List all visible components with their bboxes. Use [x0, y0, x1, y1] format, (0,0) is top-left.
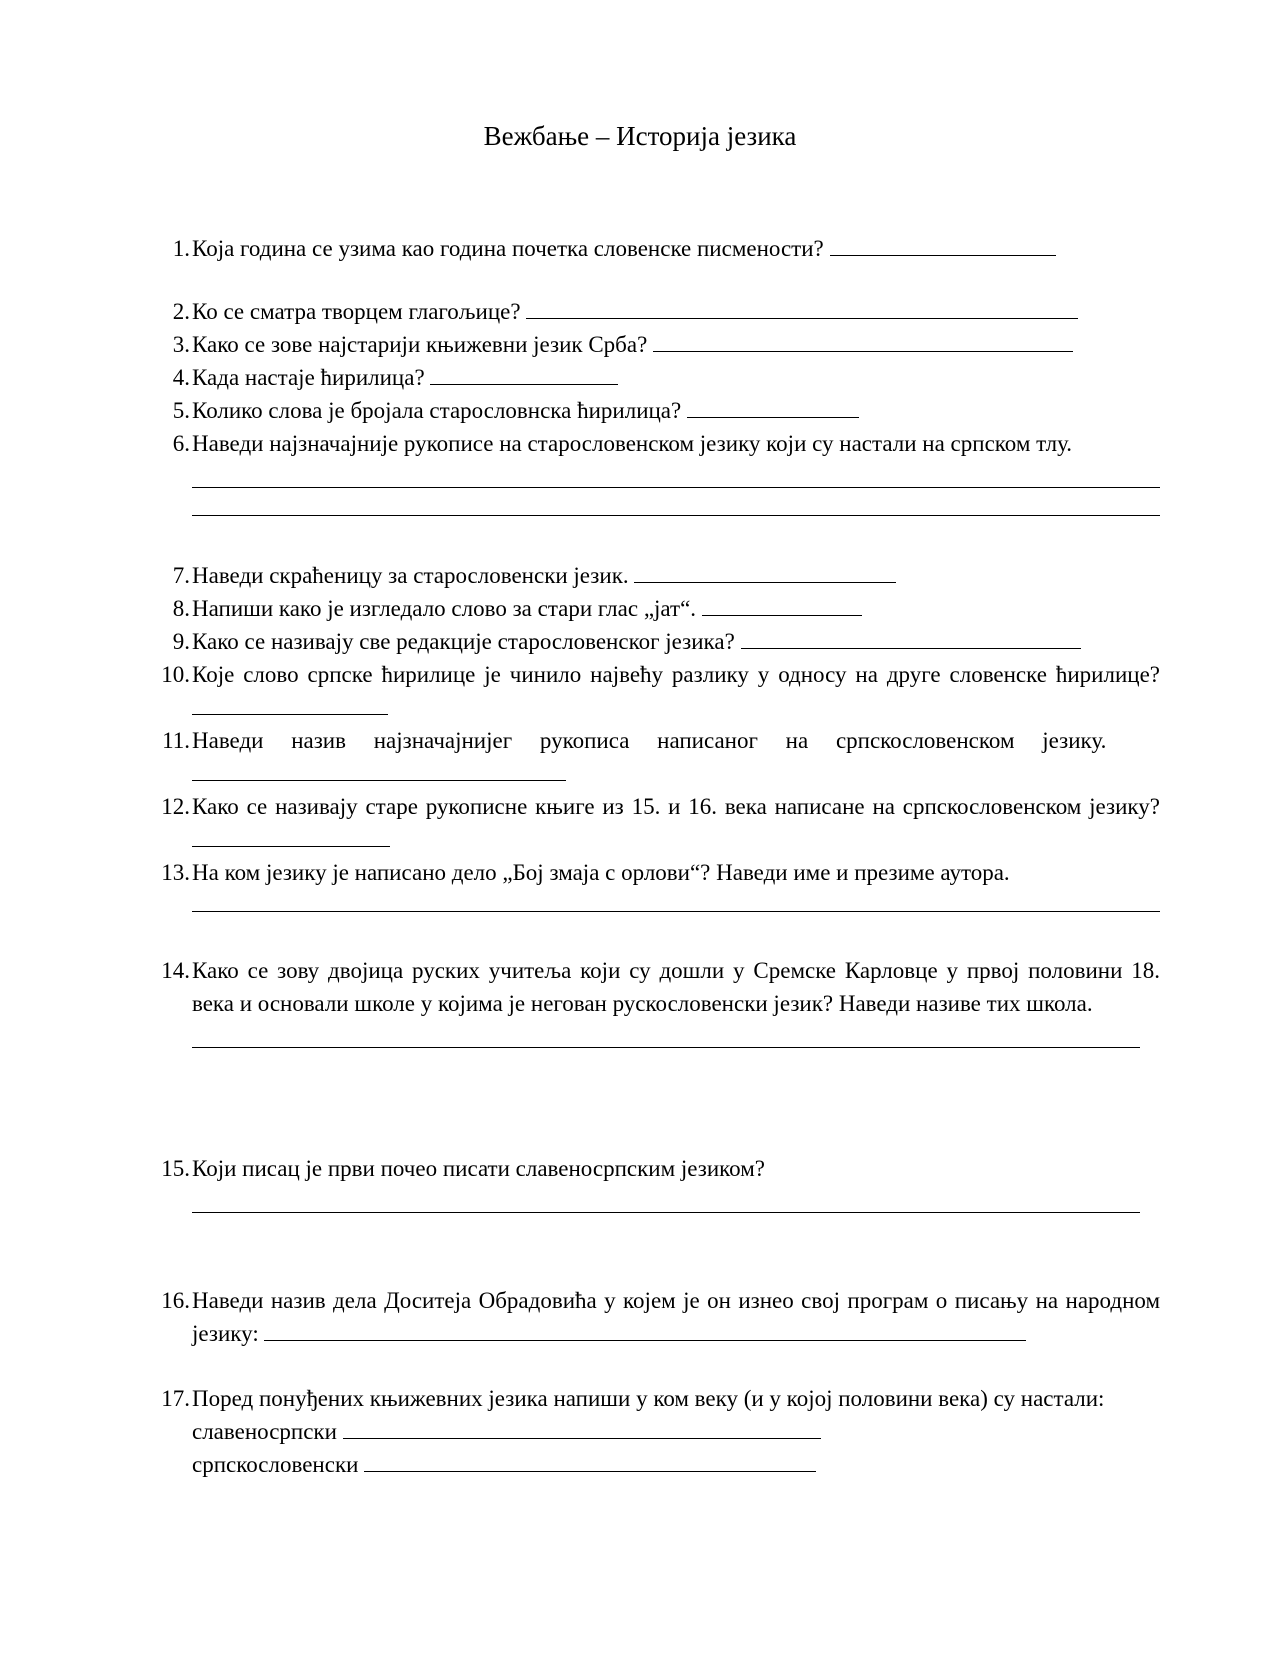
question-text: Наведи скраћеницу за старословенски језик.	[192, 563, 629, 588]
question-number: 3.	[172, 332, 190, 357]
question-2	[150, 295, 1160, 328]
question-3	[150, 328, 1160, 361]
question-12	[150, 790, 1160, 856]
question-text: Када настаје ћирилица?	[192, 365, 425, 390]
question-number: 6.	[172, 431, 190, 456]
answer-blank[interactable]	[192, 826, 390, 847]
answer-blank[interactable]	[430, 364, 618, 385]
answer-blank[interactable]	[741, 628, 1081, 649]
question-number: 5.	[172, 398, 190, 423]
answer-blank[interactable]	[526, 298, 1078, 319]
sub-item-label: славеносрпски	[192, 1419, 337, 1444]
question-13	[150, 856, 1160, 912]
question-number: 1.	[172, 236, 190, 261]
question-text: Како се зову двојица руских учитеља који су дошли у Сремске Карловце у првој половини 18. века и основали школе у којима је негован рускословенски језик? Наведи називе тих школа.	[192, 958, 1160, 1016]
question-text: Које слово српске ћирилице је чинило највећу разлику у односу на друге словенске ћирилице?	[192, 662, 1160, 687]
question-number: 15.	[161, 1156, 190, 1181]
question-text: Наведи назив дела Доситеја Обрадовића у којем је он изнео свој програм о писању на народном језику:	[192, 1288, 1160, 1346]
answer-blank[interactable]	[192, 694, 388, 715]
question-11	[150, 724, 1160, 790]
page-title: Вежбање – Историја језика	[483, 121, 797, 151]
question-text: Како се зове најстарији књижевни језик Срба?	[192, 332, 648, 357]
sub-item-serbian-slavonic	[192, 1448, 1160, 1481]
answer-blank[interactable]	[687, 397, 859, 418]
question-14	[150, 954, 1160, 1048]
question-number: 9.	[172, 629, 190, 654]
question-6	[150, 427, 1160, 516]
question-number: 2.	[172, 299, 190, 324]
question-9	[150, 625, 1160, 658]
question-text: Поред понуђених књижевних језика напиши у ком веку (и у којој половини века) су настали:	[192, 1386, 1105, 1411]
question-text: Како се називају све редакције старословенског језика?	[192, 629, 735, 654]
answer-blank[interactable]	[830, 235, 1056, 256]
answer-blank[interactable]	[634, 562, 896, 583]
question-text: Како се називају старе рукописне књиге из 15. и 16. века написане на српскословенском језику?	[192, 794, 1160, 819]
question-number: 10.	[161, 662, 190, 687]
answer-line[interactable]	[192, 1020, 1140, 1048]
answer-line[interactable]	[192, 1185, 1140, 1213]
question-number: 17.	[161, 1386, 190, 1411]
question-number: 11.	[162, 728, 190, 753]
question-7	[150, 559, 1160, 592]
answer-line[interactable]	[192, 460, 1160, 488]
sub-item-label: српскословенски	[192, 1452, 359, 1477]
question-number: 14.	[161, 958, 190, 983]
question-17	[150, 1382, 1160, 1481]
question-text: Која година се узима као година почетка словенске писмености?	[192, 236, 824, 261]
question-number: 8.	[172, 596, 190, 621]
question-text: Напиши како је изгледало слово за стари глас „јат“.	[192, 596, 697, 621]
question-4	[150, 361, 1160, 394]
question-text: Наведи најзначајније рукописе на старословенском језику који су настали на српском тлу.	[192, 431, 1073, 456]
answer-blank[interactable]	[364, 1451, 816, 1472]
question-16	[150, 1284, 1160, 1350]
answer-blank[interactable]	[192, 760, 566, 781]
question-number: 16.	[161, 1288, 190, 1313]
answer-line[interactable]	[192, 889, 1160, 912]
question-text: Колико слова је бројала старословнска ћирилица?	[192, 398, 682, 423]
question-8	[150, 592, 1160, 625]
question-text: Ко се сматра творцем глагољице?	[192, 299, 521, 324]
question-number: 4.	[172, 365, 190, 390]
answer-blank[interactable]	[702, 595, 862, 616]
answer-line[interactable]	[192, 488, 1160, 516]
question-number: 12.	[161, 794, 190, 819]
question-1	[150, 232, 1160, 265]
answer-blank[interactable]	[653, 331, 1073, 352]
question-number: 7.	[172, 563, 190, 588]
question-10	[150, 658, 1160, 724]
question-15	[150, 1152, 1160, 1213]
question-text: Који писац је први почео писати славеносрпским језиком?	[192, 1156, 765, 1181]
sub-item-slavenoserbian	[192, 1415, 1160, 1448]
answer-blank[interactable]	[343, 1418, 821, 1439]
answer-blank[interactable]	[264, 1320, 1026, 1341]
question-5	[150, 394, 1160, 427]
question-text: На ком језику је написано дело „Бој змаја с орлови“? Наведи име и презиме аутора.	[192, 860, 1010, 885]
question-text: Наведи назив најзначајнијег рукописа написаног на српскословенском језику.	[192, 728, 1107, 753]
question-number: 13.	[161, 860, 190, 885]
